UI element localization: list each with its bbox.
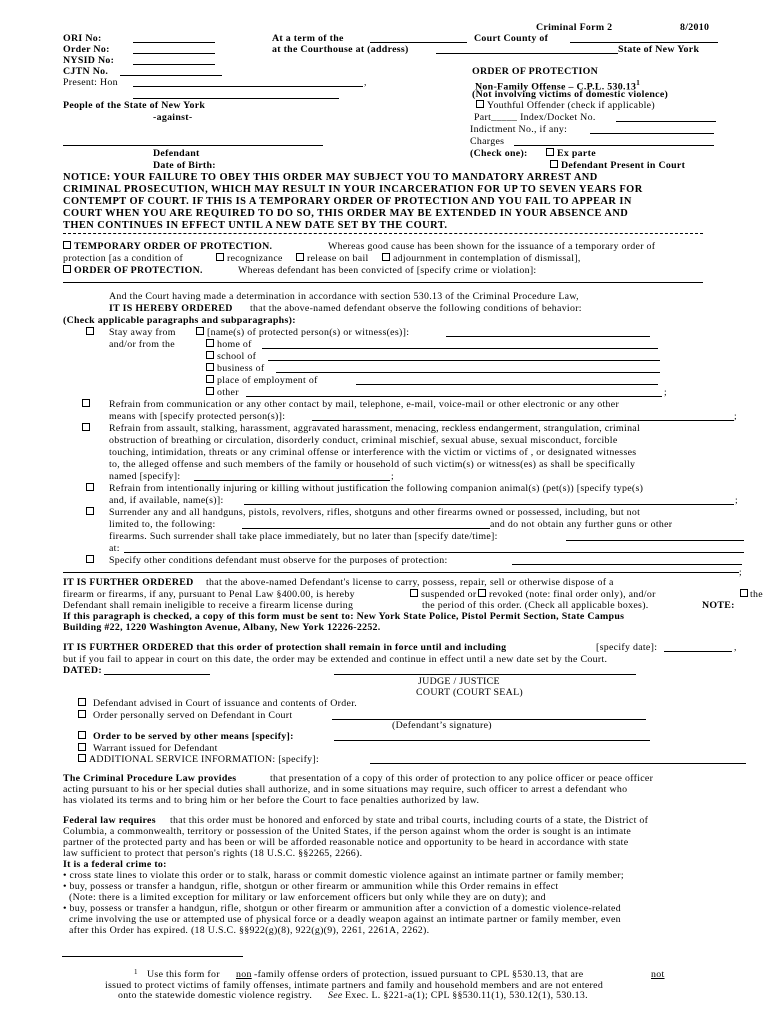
footnote-rule <box>62 956 243 957</box>
served-checkbox[interactable] <box>78 710 86 718</box>
employment-checkbox[interactable] <box>206 375 214 383</box>
business-field[interactable] <box>276 363 660 373</box>
names-field[interactable] <box>446 327 650 337</box>
additional-checkbox[interactable] <box>78 754 86 762</box>
header-row-8 <box>0 112 770 124</box>
header-row-10 <box>0 136 770 148</box>
other-row: other ; <box>0 387 770 399</box>
cpl-row-1: The Criminal Procedure Law provides that presentation of a copy of this order of protection to any police officer or peace officer <box>63 773 654 784</box>
hereby-ordered-row: IT IS HEREBY ORDERED that the above-named defendant observe the following conditions of behavior: <box>109 303 582 314</box>
defendant-label: Defendant <box>153 148 200 159</box>
school-field[interactable] <box>268 351 660 361</box>
revoked-checkbox[interactable] <box>478 589 486 597</box>
federal-row-4: law sufficient to protect that person's rights (18 U.S.C. §§2265, 2266). <box>63 848 363 859</box>
in-force-row: IT IS FURTHER ORDERED that this order of protection shall remain in force until and including [specify date]: , <box>63 642 737 653</box>
determination-row: And the Court having made a determination in accordance with section 530.13 of the Criminal Procedure Law, <box>109 291 579 302</box>
ineligible-checkbox[interactable] <box>740 589 748 597</box>
defendant-signature-field[interactable] <box>332 710 646 720</box>
seal-row: COURT (COURT SEAL) <box>416 687 523 698</box>
header-row-11 <box>0 148 770 160</box>
refrain-assault-row-3: touching, intimidation, threats or any criminal offense or interference with the victim or victims of , or designated witnesses <box>109 447 637 458</box>
judge-row: JUDGE / JUSTICE <box>418 676 500 687</box>
surrender-date-field[interactable] <box>566 531 744 541</box>
other-field[interactable] <box>246 387 662 397</box>
in-force-date-field[interactable] <box>664 642 732 652</box>
other-means-row: Order to be served by other means [specify]: <box>0 731 770 743</box>
refrain-animals-row-2: and, if available, name(s)]: ; <box>109 495 738 506</box>
school-row: school of <box>0 351 770 363</box>
served-row: Order personally served on Defendant in Court <box>0 710 770 722</box>
refrain-assault-row-5: named [specify]: ; <box>109 471 394 482</box>
order-text: Whereas defendant has been convicted of [specify crime or violation]: <box>238 265 537 276</box>
indictment-label: Indictment No., if any: <box>470 124 568 135</box>
part-label: Part_____ Index/Docket No. <box>474 112 596 123</box>
refrain-contact-checkbox[interactable] <box>82 399 90 407</box>
specify-other-row-2: ; <box>0 567 770 579</box>
crime-line-row <box>0 277 770 289</box>
specify-other-checkbox[interactable] <box>86 555 94 563</box>
youthful-label: Youthful Offender (check if applicable) <box>487 100 655 111</box>
recognizance-checkbox[interactable] <box>216 253 224 261</box>
school-checkbox[interactable] <box>206 351 214 359</box>
refrain-animals-checkbox[interactable] <box>86 483 94 491</box>
surrender-row: Surrender any and all handguns, pistols, revolvers, rifles, shotguns and other firearms owned or possessed, including, but not <box>0 507 770 519</box>
footnote-row-1: 1 Use this form for non -family offense orders of protection, issued pursuant to CPL §530.13, that are not <box>134 968 665 980</box>
cpl-row-3: has violated its terms and to bring him or her before the Court to face penalties authorized by law. <box>63 795 480 806</box>
ori-field[interactable] <box>133 33 215 43</box>
advised-checkbox[interactable] <box>78 698 86 706</box>
youthful-checkbox[interactable] <box>476 100 484 108</box>
warrant-checkbox[interactable] <box>78 743 86 751</box>
firearms-field[interactable] <box>242 519 490 529</box>
notice-line-3: CONTEMPT OF COURT. IF THIS IS A TEMPORARY ORDER OF PROTECTION AND YOU FAIL TO APPEAR IN <box>63 196 632 207</box>
indictment-field[interactable] <box>590 124 714 134</box>
specify-other-field-2[interactable] <box>63 567 739 573</box>
docket-field[interactable] <box>616 112 716 122</box>
adjourn-checkbox[interactable] <box>382 253 390 261</box>
named-field[interactable] <box>194 471 390 481</box>
footnote-ref: 1 <box>636 79 641 87</box>
bail-checkbox[interactable] <box>296 253 304 261</box>
in-force-row-2: but if you fail to appear in court on this date, the order may be extended and continue in effect until a new date set by the Court. <box>63 654 608 665</box>
further-row-1: IT IS FURTHER ORDERED that the above-named Defendant's license to carry, possess, repair, sell or otherwise dispose of a <box>63 577 614 588</box>
temp-order-title: TEMPORARY ORDER OF PROTECTION. <box>74 241 273 252</box>
business-checkbox[interactable] <box>206 363 214 371</box>
people-label: People of the State of New York <box>63 100 206 111</box>
further-row-4: If this paragraph is checked, a copy of this form must be sent to: New York State Police, Pistol Permit Section, State Campus <box>63 611 625 622</box>
dob-label: Date of Birth: <box>153 160 216 171</box>
specify-other-row: Specify other conditions defendant must observe for the purposes of protection: <box>0 555 770 567</box>
order-no-field[interactable] <box>133 44 215 54</box>
nysid-label: NYSID No: <box>63 55 115 66</box>
home-checkbox[interactable] <box>206 339 214 347</box>
suspended-checkbox[interactable] <box>410 589 418 597</box>
additional-row: ADDITIONAL SERVICE INFORMATION: [specify]: <box>0 754 770 766</box>
present-in-court-label: Defendant Present in Court <box>561 160 686 171</box>
present-label: Present: Hon <box>63 77 118 88</box>
order-title: ORDER OF PROTECTION. <box>74 265 203 276</box>
further-row-3: Defendant shall remain ineligible to receive a firearm license during the period of this order. (Check all applicable boxes). NOTE: <box>63 600 735 611</box>
dated-field[interactable] <box>104 665 210 675</box>
order-checkbox[interactable] <box>63 265 71 273</box>
federal-row-3: partner of the protected party and has been or will be afforded reasonable notice and opportunity to be heard in accordance with state <box>63 837 629 848</box>
home-field[interactable] <box>262 339 658 349</box>
further-row-5: Building #22, 1220 Washington Avenue, Albany, New York 12226-2252. <box>63 622 381 633</box>
present-in-court-checkbox[interactable] <box>550 160 558 168</box>
stay-away-row: Stay away from [name(s) of protected person(s) or witness(es)]: <box>0 327 770 339</box>
courthouse-field[interactable] <box>436 44 618 54</box>
further-row-2: firearm or firearms, if any, pursuant to Penal Law §400.00, is hereby suspended or revoked (note: final order only), and/or the <box>63 589 763 600</box>
federal-bullet-3: • buy, possess or transfer a handgun, rifle, shotgun or other firearm or ammunition after a conviction of a domestic violence-related <box>63 903 621 914</box>
charges-label: Charges <box>470 136 505 147</box>
charges-field[interactable] <box>514 136 714 146</box>
employment-row: place of employment of <box>0 375 770 387</box>
cjtn-label: CJTN No. <box>63 66 109 77</box>
form-name: Criminal Form 2 <box>536 22 613 33</box>
notice-line-1: NOTICE: YOUR FAILURE TO OBEY THIS ORDER MAY SUBJECT YOU TO MANDATORY ARREST AND <box>63 172 598 183</box>
check-one-label: (Check one): <box>470 148 528 159</box>
courthouse-label: at the Courthouse at (address) <box>272 44 409 55</box>
surrender-row-3: firearms. Such surrender shall take place immediately, but no later than [specify date/time]: <box>0 531 770 543</box>
refrain-assault-row: Refrain from assault, stalking, harassment, aggravated harassment, menacing, reckless endangerment, strangulation, criminal <box>0 423 770 435</box>
ori-label: ORI No: <box>63 33 102 44</box>
notice-line-5: THEN CONTINUES IN EFFECT UNTIL A NEW DATE SET BY THE COURT. <box>63 220 448 231</box>
header-row-9 <box>0 124 770 136</box>
warrant-row: Warrant issued for Defendant <box>0 743 770 755</box>
federal-row-1: Federal law requires that this order must be honored and enforced by state and tribal courts, including courts of a state, the District of <box>63 815 649 826</box>
federal-row-2: Columbia, a commonwealth, territory or possession of the United States, if the person against whom the order is sought is an intimate <box>63 826 632 837</box>
ex-parte-checkbox[interactable] <box>546 148 554 156</box>
specify-other-field[interactable] <box>512 555 742 565</box>
notice-line-4: COURT WHEN YOU ARE REQUIRED TO DO SO, THIS ORDER MAY BE EXTENDED IN YOUR ABSENCE AND <box>63 208 629 219</box>
advised-row: Defendant advised in Court of issuance and contents of Order. <box>0 698 770 710</box>
federal-bullet-2b: (Note: there is a limited exception for military or law enforcement officers but only while they are on duty); and <box>69 892 546 903</box>
county-field[interactable] <box>570 33 718 43</box>
footnote-row-3: onto the statewide domestic violence registry. See Exec. L. §221-a(1); CPL §§530.11(1), 530.12(1), 530.13. <box>118 990 588 1001</box>
refrain-contact-row-2: means with [specify protected person(s)]: ; <box>109 411 737 422</box>
header-row-5: Present: Hon , Non-Family Offense – C.P.L. 530.13$^1$ <box>63 77 641 93</box>
temp-order-text: Whereas good cause has been shown for the issuance of a temporary order of <box>328 241 656 252</box>
footnote-row-2: issued to protect victims of family offenses, intimate partners and family and household members and are not entered <box>105 980 604 991</box>
term-field[interactable] <box>370 33 467 43</box>
federal-crime-title: It is a federal crime to: <box>63 859 167 870</box>
term-label: At a term of the <box>272 33 344 44</box>
judge-signature-field[interactable] <box>334 665 636 675</box>
header-row-12 <box>0 160 770 172</box>
crime-field[interactable] <box>63 277 703 283</box>
ex-parte-label: Ex parte <box>557 148 596 159</box>
hon-second-field[interactable] <box>133 89 339 99</box>
employment-field[interactable] <box>356 375 658 385</box>
business-row: business of <box>0 363 770 375</box>
condition-row: protection [as a condition of recognizance release on bail adjournment in contemplation of dismissal], <box>63 253 581 264</box>
refrain-assault-checkbox[interactable] <box>82 423 90 431</box>
additional-field[interactable] <box>370 754 746 764</box>
surrender-location-field[interactable] <box>124 543 744 553</box>
surrender-row-2: limited to, the following: and do not obtain any further guns or other <box>109 519 673 530</box>
judge-name-field[interactable] <box>133 77 363 87</box>
animals-field[interactable] <box>244 495 734 505</box>
other-means-checkbox[interactable] <box>78 731 86 739</box>
andor-row: and/or from the home of <box>0 339 770 351</box>
federal-bullet-3b: crime involving the use or attempted use of physical force or a deadly weapon against an intimate partner or family member, even <box>69 914 621 925</box>
federal-bullet-1: • cross state lines to violate this order or to stalk, harass or commit domestic violence against an intimate partner or family member; <box>63 870 624 881</box>
form-date: 8/2010 <box>680 22 710 33</box>
order-no-label: Order No: <box>63 44 110 55</box>
nonfamily-label: Non-Family Offense – C.P.L. 530.13 <box>475 81 637 93</box>
check-applicable-row: (Check applicable paragraphs and subparagraphs): <box>63 315 296 326</box>
nysid-field[interactable] <box>133 55 215 65</box>
federal-bullet-2: • buy, possess or transfer a handgun, rifle, shotgun or other firearm or ammunition while this Order remains in effect <box>63 881 559 892</box>
refrain-assault-row-2: obstruction of breathing or circulation, disorderly conduct, criminal mischief, sexual abuse, sexual misconduct, forcible <box>109 435 618 446</box>
refrain-animals-row: Refrain from intentionally injuring or killing without justification the following companion animal(s) (pet(s)) [specify type(s) <box>0 483 770 495</box>
order-of-protection-title: ORDER OF PROTECTION <box>472 66 599 77</box>
against-label: -against- <box>153 112 193 123</box>
cpl-row-2: acting pursuant to his or her special duties shall authorize, and in some situations may require, such officer to arrest a defendant who <box>63 784 628 795</box>
order-row <box>0 265 770 277</box>
divider <box>63 233 703 234</box>
other-checkbox[interactable] <box>206 387 214 395</box>
protected-persons-field[interactable] <box>312 411 734 421</box>
state-label: State of New York <box>618 44 700 55</box>
notice-line-2: CRIMINAL PROSECUTION, WHICH MAY RESULT IN YOUR INCARCERATION FOR UP TO SEVEN YEARS FOR <box>63 184 643 195</box>
other-means-field[interactable] <box>334 731 650 741</box>
dated-row: DATED: <box>0 665 770 677</box>
defendant-name-field[interactable] <box>63 136 323 146</box>
names-checkbox[interactable] <box>196 327 204 335</box>
refrain-contact-row: Refrain from communication or any other contact by mail, telephone, e-mail, voice-mail or other electronic or any other <box>0 399 770 411</box>
court-county-label: Court County of <box>474 33 549 44</box>
surrender-row-4: at: <box>0 543 770 555</box>
header-row-7 <box>0 100 770 112</box>
signature-caption-row: (Defendant’s signature) <box>392 720 492 731</box>
not-involving-label: (Not involving victims of domestic violence) <box>472 89 669 100</box>
cjtn-field[interactable] <box>120 66 222 76</box>
surrender-checkbox[interactable] <box>86 507 94 515</box>
temp-order-row <box>0 241 770 253</box>
refrain-assault-row-4: to, the alleged offense and such members of the family or household of such victim(s) or witness(es) as shall be specifically <box>109 459 636 470</box>
stay-away-checkbox[interactable] <box>86 327 94 335</box>
temp-order-checkbox[interactable] <box>63 241 71 249</box>
federal-bullet-3c: after this Order has expired. (18 U.S.C. §§922(g)(8), 922(g)(9), 2261, 2261A, 2262). <box>69 925 430 936</box>
